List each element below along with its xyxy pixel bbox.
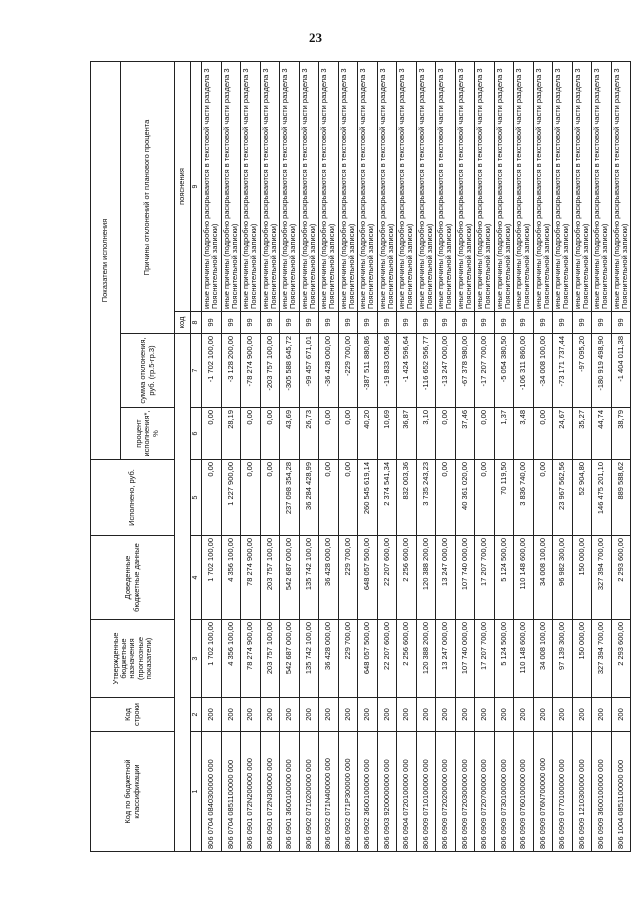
deviation-cell: -5 054 380,50 (494, 334, 514, 408)
brought-cell: 4 356 100,00 (221, 536, 241, 620)
budget-code-cell: 806 0909 0720200000 000 (436, 732, 456, 852)
explanation-cell: иные причины (подробно раскрываются в текстовой части раздела 3 Пояснительной записки) (514, 62, 534, 312)
budget-code-cell: 806 0903 9200000000 000 (377, 732, 397, 852)
table-row (475, 62, 495, 852)
percent-cell: 0,00 (260, 408, 280, 460)
deviation-cell: -387 511 880,86 (358, 334, 378, 408)
explanation-cell: иные причины (подробно раскрываются в текстовой части раздела 3 Пояснительной записки) (611, 62, 631, 312)
percent-cell: 37,46 (455, 408, 475, 460)
deviation-cell: -97 095,20 (572, 334, 592, 408)
budget-code-cell: 806 0902 071N400000 000 (319, 732, 339, 852)
explanation-cell: иные причины (подробно раскрываются в текстовой части раздела 3 Пояснительной записки) (572, 62, 592, 312)
deviation-cell: -229 700,00 (338, 334, 358, 408)
explanation-cell: иные причины (подробно раскрываются в текстовой части раздела 3 Пояснительной записки) (338, 62, 358, 312)
reason-code-cell: 99 (338, 312, 358, 334)
line-code-cell: 200 (377, 698, 397, 732)
budget-code-cell: 806 0901 072N200000 000 (241, 732, 261, 852)
budget-code-cell: 806 0904 0720100000 000 (397, 732, 417, 852)
reason-code-cell: 99 (416, 312, 436, 334)
percent-cell: 24,67 (553, 408, 573, 460)
column-index: 1 (191, 732, 202, 852)
approved-cell: 203 757 100,00 (260, 620, 280, 698)
brought-cell: 648 057 500,00 (358, 536, 378, 620)
execution-report-table (90, 61, 631, 852)
percent-cell: 0,00 (533, 408, 553, 460)
table-row (611, 62, 631, 852)
table-row (514, 62, 534, 852)
explanation-cell: иные причины (подробно раскрываются в текстовой части раздела 3 Пояснительной записки) (475, 62, 495, 312)
approved-cell: 17 207 700,00 (475, 620, 495, 698)
explanation-cell: иные причины (подробно раскрываются в текстовой части раздела 3 Пояснительной записки) (455, 62, 475, 312)
table-row (455, 62, 475, 852)
deviation-cell: -13 247 000,00 (436, 334, 456, 408)
budget-code-cell: 806 0902 3600100000 000 (358, 732, 378, 852)
reason-code-cell: 99 (611, 312, 631, 334)
header-executed: Исполнено, руб. (91, 460, 175, 536)
line-code-cell: 200 (221, 698, 241, 732)
reason-code-cell: 99 (436, 312, 456, 334)
line-code-cell: 200 (299, 698, 319, 732)
reason-code-cell: 99 (280, 312, 300, 334)
column-index: 9 (191, 62, 202, 312)
table-row (494, 62, 514, 852)
line-code-cell: 200 (436, 698, 456, 732)
percent-cell: 43,69 (280, 408, 300, 460)
table-row (280, 62, 300, 852)
brought-cell: 203 757 100,00 (260, 536, 280, 620)
deviation-cell: -73 171 737,44 (553, 334, 573, 408)
reason-code-cell: 99 (241, 312, 261, 334)
line-code-cell: 200 (397, 698, 417, 732)
executed-cell: 832 003,36 (397, 460, 417, 536)
percent-cell: 38,79 (611, 408, 631, 460)
budget-code-cell: 806 0704 0851100000 000 (221, 732, 241, 852)
brought-cell: 110 148 600,00 (514, 536, 534, 620)
explanation-cell: иные причины (подробно раскрываются в текстовой части раздела 3 Пояснительной записки) (592, 62, 612, 312)
approved-cell: 4 356 100,00 (221, 620, 241, 698)
reason-code-cell: 99 (455, 312, 475, 334)
deviation-cell: -1 702 100,00 (202, 334, 222, 408)
brought-cell: 5 124 500,00 (494, 536, 514, 620)
header-budget-code: Код по бюджетной классификации (91, 732, 175, 852)
executed-cell: 3 836 740,00 (514, 460, 534, 536)
percent-cell: 1,37 (494, 408, 514, 460)
budget-code-cell: 806 0901 072N300000 000 (260, 732, 280, 852)
line-code-cell: 200 (202, 698, 222, 732)
table-row (592, 62, 612, 852)
executed-cell: 0,00 (241, 460, 261, 536)
approved-cell: 5 124 500,00 (494, 620, 514, 698)
line-code-cell: 200 (611, 698, 631, 732)
line-code-cell: 200 (553, 698, 573, 732)
deviation-cell: -180 919 498,90 (592, 334, 612, 408)
brought-cell: 542 687 000,00 (280, 536, 300, 620)
table-row (202, 62, 222, 852)
percent-cell: 3,10 (416, 408, 436, 460)
table-row (299, 62, 319, 852)
table-row (221, 62, 241, 852)
reason-code-cell: 99 (592, 312, 612, 334)
executed-cell: 1 227 900,00 (221, 460, 241, 536)
reason-code-cell: 99 (319, 312, 339, 334)
executed-cell: 23 967 562,56 (553, 460, 573, 536)
deviation-cell: -36 428 000,00 (319, 334, 339, 408)
budget-code-cell: 806 0902 0710200000 000 (299, 732, 319, 852)
reason-code-cell: 99 (202, 312, 222, 334)
explanation-cell: иные причины (подробно раскрываются в текстовой части раздела 3 Пояснительной записки) (533, 62, 553, 312)
percent-cell: 0,00 (241, 408, 261, 460)
brought-cell: 135 742 100,00 (299, 536, 319, 620)
brought-cell: 327 394 700,00 (592, 536, 612, 620)
deviation-cell: -305 588 645,72 (280, 334, 300, 408)
deviation-cell: -3 128 200,00 (221, 334, 241, 408)
deviation-cell: -116 652 956,77 (416, 334, 436, 408)
table-row (533, 62, 553, 852)
percent-cell: 40,20 (358, 408, 378, 460)
line-code-cell: 200 (533, 698, 553, 732)
budget-code-cell: 806 1004 0851100000 000 (611, 732, 631, 852)
reason-code-cell: 99 (553, 312, 573, 334)
table-row (416, 62, 436, 852)
approved-cell: 120 388 200,00 (416, 620, 436, 698)
budget-code-cell: 806 0909 0720700000 000 (475, 732, 495, 852)
deviation-cell: -99 457 671,01 (299, 334, 319, 408)
percent-cell: 0,00 (475, 408, 495, 460)
explanation-cell: иные причины (подробно раскрываются в текстовой части раздела 3 Пояснительной записки) (319, 62, 339, 312)
reason-code-cell: 99 (475, 312, 495, 334)
approved-cell: 34 008 100,00 (533, 620, 553, 698)
explanation-cell: иные причины (подробно раскрываются в текстовой части раздела 3 Пояснительной записки) (202, 62, 222, 312)
approved-cell: 327 394 700,00 (592, 620, 612, 698)
table-row (338, 62, 358, 852)
executed-cell: 40 361 020,00 (455, 460, 475, 536)
column-index: 7 (191, 334, 202, 408)
percent-cell: 0,00 (338, 408, 358, 460)
deviation-cell: -1 404 011,38 (611, 334, 631, 408)
percent-cell: 10,69 (377, 408, 397, 460)
budget-code-cell: 806 0909 3600100000 000 (592, 732, 612, 852)
deviation-cell: -17 207 700,00 (475, 334, 495, 408)
budget-code-cell: 806 0909 0770100000 000 (553, 732, 573, 852)
explanation-cell: иные причины (подробно раскрываются в текстовой части раздела 3 Пояснительной записки) (358, 62, 378, 312)
column-index: 2 (191, 698, 202, 732)
reason-code-cell: 99 (397, 312, 417, 334)
line-code-cell: 200 (592, 698, 612, 732)
budget-code-cell: 806 0909 076N700000 000 (533, 732, 553, 852)
line-code-cell: 200 (358, 698, 378, 732)
reason-code-cell: 99 (494, 312, 514, 334)
approved-cell: 78 274 900,00 (241, 620, 261, 698)
executed-cell: 0,00 (533, 460, 553, 536)
report-table-rotated (90, 62, 629, 852)
column-index-row (191, 62, 202, 852)
executed-cell: 237 098 354,28 (280, 460, 300, 536)
explanation-cell: иные причины (подробно раскрываются в текстовой части раздела 3 Пояснительной записки) (260, 62, 280, 312)
approved-cell: 22 207 600,00 (377, 620, 397, 698)
column-index: 6 (191, 408, 202, 460)
percent-cell: 36,87 (397, 408, 417, 460)
header-deviation: сумма отклонения, руб. (гр.5-гр.3) (121, 334, 175, 408)
header-brought: Доведенные бюджетные данные (91, 536, 175, 620)
table-row (377, 62, 397, 852)
header-spacer (175, 334, 191, 852)
reason-code-cell: 99 (260, 312, 280, 334)
column-index: 3 (191, 620, 202, 698)
table-row (397, 62, 417, 852)
budget-code-cell: 806 0704 0840300000 000 (202, 732, 222, 852)
column-index: 5 (191, 460, 202, 536)
budget-code-cell: 806 0909 0730100000 000 (494, 732, 514, 852)
reason-code-cell: 99 (221, 312, 241, 334)
executed-cell: 146 475 201,10 (592, 460, 612, 536)
brought-cell: 2 293 600,00 (611, 536, 631, 620)
deviation-cell: -34 008 100,00 (533, 334, 553, 408)
header-exec-indicators: Показатели исполнения (91, 62, 121, 460)
table-body (202, 62, 631, 852)
line-code-cell: 200 (494, 698, 514, 732)
approved-cell: 135 742 100,00 (299, 620, 319, 698)
budget-code-cell: 806 0909 0720300000 000 (455, 732, 475, 852)
approved-cell: 2 293 600,00 (611, 620, 631, 698)
brought-cell: 107 740 000,00 (455, 536, 475, 620)
line-code-cell: 200 (280, 698, 300, 732)
approved-cell: 229 700,00 (338, 620, 358, 698)
reason-code-cell: 99 (358, 312, 378, 334)
percent-cell: 28,19 (221, 408, 241, 460)
deviation-cell: -78 274 900,00 (241, 334, 261, 408)
column-index: 4 (191, 536, 202, 620)
explanation-cell: иные причины (подробно раскрываются в текстовой части раздела 3 Пояснительной записки) (416, 62, 436, 312)
approved-cell: 110 148 600,00 (514, 620, 534, 698)
executed-cell: 0,00 (436, 460, 456, 536)
table-row (572, 62, 592, 852)
explanation-cell: иные причины (подробно раскрываются в текстовой части раздела 3 Пояснительной записки) (494, 62, 514, 312)
header-line-code: Код строки (91, 698, 175, 732)
header-explanation: пояснения (175, 62, 191, 312)
reason-code-cell: 99 (533, 312, 553, 334)
explanation-cell: иные причины (подробно раскрываются в текстовой части раздела 3 Пояснительной записки) (299, 62, 319, 312)
table-row (553, 62, 573, 852)
deviation-cell: -19 833 058,66 (377, 334, 397, 408)
header-reason-code: код (175, 312, 191, 334)
approved-cell: 107 740 000,00 (455, 620, 475, 698)
budget-code-cell: 806 0909 0760100000 000 (514, 732, 534, 852)
executed-cell: 3 735 243,23 (416, 460, 436, 536)
reason-code-cell: 99 (299, 312, 319, 334)
column-index: 8 (191, 312, 202, 334)
executed-cell: 70 119,50 (494, 460, 514, 536)
reason-code-cell: 99 (514, 312, 534, 334)
approved-cell: 13 247 000,00 (436, 620, 456, 698)
approved-cell: 97 139 300,00 (553, 620, 573, 698)
table-row (436, 62, 456, 852)
line-code-cell: 200 (475, 698, 495, 732)
line-code-cell: 200 (241, 698, 261, 732)
approved-cell: 36 428 000,00 (319, 620, 339, 698)
line-code-cell: 200 (455, 698, 475, 732)
brought-cell: 17 207 700,00 (475, 536, 495, 620)
executed-cell: 36 284 428,99 (299, 460, 319, 536)
brought-cell: 96 982 300,00 (553, 536, 573, 620)
brought-cell: 1 702 100,00 (202, 536, 222, 620)
executed-cell: 889 588,62 (611, 460, 631, 536)
brought-cell: 150 000,00 (572, 536, 592, 620)
budget-code-cell: 806 0902 071P300000 000 (338, 732, 358, 852)
deviation-cell: -203 757 100,00 (260, 334, 280, 408)
budget-code-cell: 806 0909 0710100000 000 (416, 732, 436, 852)
percent-cell: 0,00 (319, 408, 339, 460)
line-code-cell: 200 (319, 698, 339, 732)
table-row (358, 62, 378, 852)
approved-cell: 648 057 500,00 (358, 620, 378, 698)
budget-code-cell: 806 0901 3600100000 000 (280, 732, 300, 852)
percent-cell: 26,73 (299, 408, 319, 460)
budget-code-cell: 806 0909 1210300000 000 (572, 732, 592, 852)
executed-cell: 260 545 619,14 (358, 460, 378, 536)
approved-cell: 1 702 100,00 (202, 620, 222, 698)
brought-cell: 2 256 600,00 (397, 536, 417, 620)
percent-cell: 44,74 (592, 408, 612, 460)
reason-code-cell: 99 (572, 312, 592, 334)
brought-cell: 78 274 900,00 (241, 536, 261, 620)
brought-cell: 13 247 000,00 (436, 536, 456, 620)
executed-cell: 52 904,80 (572, 460, 592, 536)
approved-cell: 150 000,00 (572, 620, 592, 698)
deviation-cell: -106 311 860,00 (514, 334, 534, 408)
executed-cell: 0,00 (260, 460, 280, 536)
line-code-cell: 200 (572, 698, 592, 732)
executed-cell: 0,00 (338, 460, 358, 536)
header-approved: Утвержденные бюджетные назначения (прогнозные показатели) (91, 620, 175, 698)
table-row (260, 62, 280, 852)
executed-cell: 0,00 (319, 460, 339, 536)
executed-cell: 2 374 541,34 (377, 460, 397, 536)
line-code-cell: 200 (260, 698, 280, 732)
explanation-cell: иные причины (подробно раскрываются в текстовой части раздела 3 Пояснительной записки) (436, 62, 456, 312)
deviation-cell: -67 378 980,00 (455, 334, 475, 408)
brought-cell: 120 388 200,00 (416, 536, 436, 620)
brought-cell: 229 700,00 (338, 536, 358, 620)
page-number: 23 (309, 30, 322, 45)
reason-code-cell: 99 (377, 312, 397, 334)
header-percent: процент исполнения*, % (121, 408, 175, 460)
table-row (241, 62, 261, 852)
line-code-cell: 200 (338, 698, 358, 732)
percent-cell: 35,27 (572, 408, 592, 460)
explanation-cell: иные причины (подробно раскрываются в текстовой части раздела 3 Пояснительной записки) (377, 62, 397, 312)
brought-cell: 22 207 600,00 (377, 536, 397, 620)
header-reasons-group: Причины отклонений от планового процента (121, 62, 175, 334)
explanation-cell: иные причины (подробно раскрываются в текстовой части раздела 3 Пояснительной записки) (397, 62, 417, 312)
explanation-cell: иные причины (подробно раскрываются в текстовой части раздела 3 Пояснительной записки) (241, 62, 261, 312)
executed-cell: 0,00 (202, 460, 222, 536)
percent-cell: 0,00 (436, 408, 456, 460)
line-code-cell: 200 (514, 698, 534, 732)
approved-cell: 2 256 600,00 (397, 620, 417, 698)
deviation-cell: -1 424 596,64 (397, 334, 417, 408)
brought-cell: 36 428 000,00 (319, 536, 339, 620)
table-row (319, 62, 339, 852)
line-code-cell: 200 (416, 698, 436, 732)
explanation-cell: иные причины (подробно раскрываются в текстовой части раздела 3 Пояснительной записки) (280, 62, 300, 312)
percent-cell: 0,00 (202, 408, 222, 460)
explanation-cell: иные причины (подробно раскрываются в текстовой части раздела 3 Пояснительной записки) (553, 62, 573, 312)
approved-cell: 542 687 000,00 (280, 620, 300, 698)
percent-cell: 3,48 (514, 408, 534, 460)
brought-cell: 34 008 100,00 (533, 536, 553, 620)
explanation-cell: иные причины (подробно раскрываются в текстовой части раздела 3 Пояснительной записки) (221, 62, 241, 312)
executed-cell: 0,00 (475, 460, 495, 536)
